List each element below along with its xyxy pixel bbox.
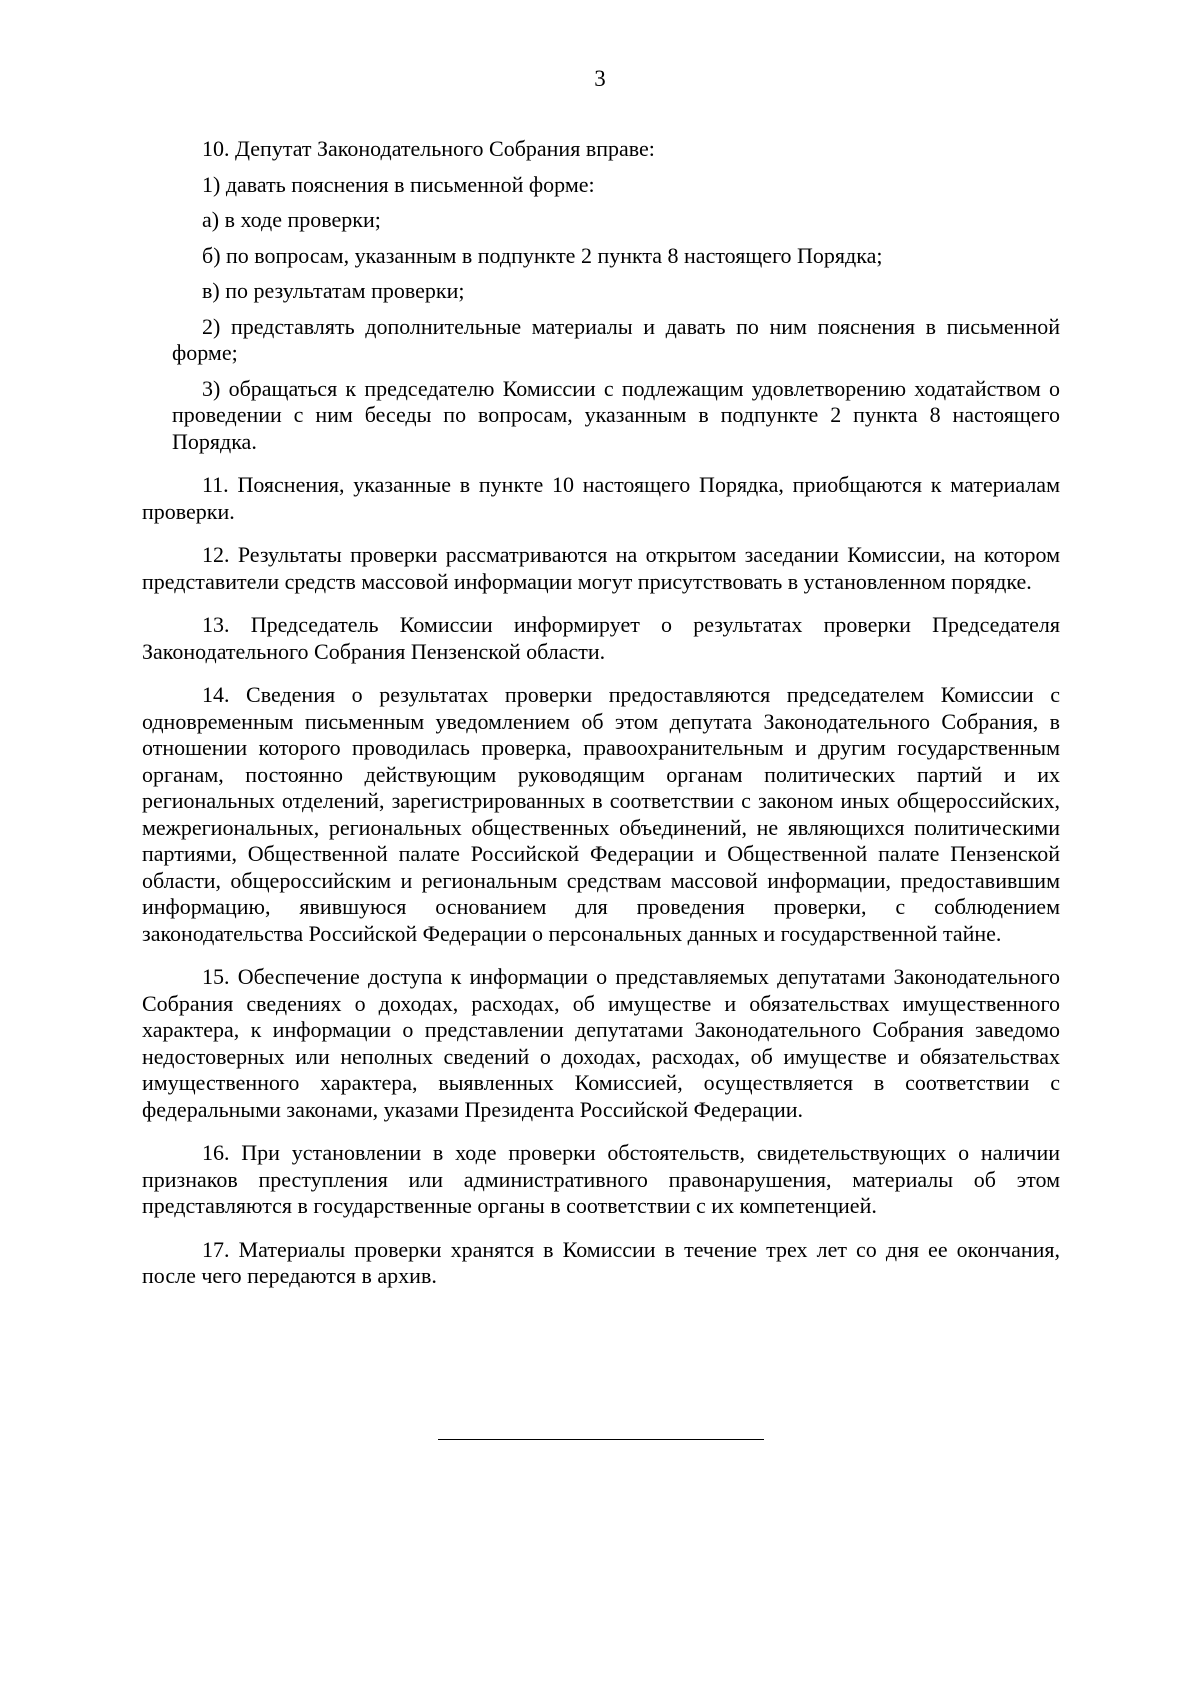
paragraph-10-1-c: в) по результатам проверки; bbox=[202, 278, 465, 303]
page-number: 3 bbox=[594, 66, 606, 91]
paragraph-10-2: 2) представлять дополнительные материалы и давать по ним пояснения в письменной форме; bbox=[172, 313, 1060, 365]
paragraph-11: 11. Пояснения, указанные в пункте 10 настоящего Порядка, приобщаются к материалам проверки. bbox=[142, 472, 1060, 524]
paragraph-10-1-a: а) в ходе проверки; bbox=[202, 207, 381, 232]
paragraph-16: 16. При установлении в ходе проверки обстоятельств, свидетельствующих о наличии признаков преступления или административного правонарушения, материалы об этом представляются в государственные органы в соответствии с их компетенцией. bbox=[142, 1140, 1060, 1218]
paragraph-10-1: 1) давать пояснения в письменной форме: bbox=[202, 171, 595, 197]
paragraph-10-3: 3) обращаться к председателю Комиссии с подлежащим удовлетворению ходатайством о проведении с ним беседы по вопросам, указанным в подпункте 2 пункта 8 настоящего Порядка. bbox=[172, 375, 1060, 454]
paragraph-10-1-b: б) по вопросам, указанным в подпункте 2 пункта 8 настоящего Порядка; bbox=[202, 242, 883, 268]
paragraph-15: 15. Обеспечение доступа к информации о представляемых депутатами Законодательного Собрания сведениях о доходах, расходах, об имуществе и обязательствах имущественного характера, к информации о представлении депутатами Законодательного Собрания заведомо недостоверных или неполных сведений о доходах, расходах, об имуществе и обязательствах имущественного характера, выявленных Комиссией, осуществляется в соответствии с федеральными законами, указами Президента Российской Федерации. bbox=[142, 964, 1060, 1122]
paragraph-13: 13. Председатель Комиссии информирует о результатах проверки Председателя Законодательного Собрания Пензенской области. bbox=[142, 612, 1060, 664]
paragraph-12: 12. Результаты проверки рассматриваются на открытом заседании Комиссии, на котором представители средств массовой информации могут присутствовать в установленном порядке. bbox=[142, 542, 1060, 594]
end-of-document-rule bbox=[438, 1439, 764, 1440]
paragraph-17: 17. Материалы проверки хранятся в Комиссии в течение трех лет со дня ее окончания, после чего передаются в архив. bbox=[142, 1236, 1060, 1288]
document-body bbox=[142, 136, 1060, 1299]
paragraph-10: 10. Депутат Законодательного Собрания вправе: bbox=[202, 136, 655, 161]
paragraph-14: 14. Сведения о результатах проверки предоставляются председателем Комиссии с одновременным письменным уведомлением об этом депутата Законодательного Собрания, в отношении которого проводилась проверка, правоохранительным и другим государственным органам, постоянно действующим руководящим органам политических партий и их региональных отделений, зарегистрированных в соответствии с законом иных общероссийских, межрегиональных, региональных общественных объединений, не являющихся политическими партиями, Общественной палате Российской Федерации и Общественной палате Пензенской области, общероссийским и региональным средствам массовой информации, предоставившим информацию, явившуюся основанием для проведения проверки, с соблюдением законодательства Российской Федерации о персональных данных и государственной тайне. bbox=[142, 682, 1060, 946]
